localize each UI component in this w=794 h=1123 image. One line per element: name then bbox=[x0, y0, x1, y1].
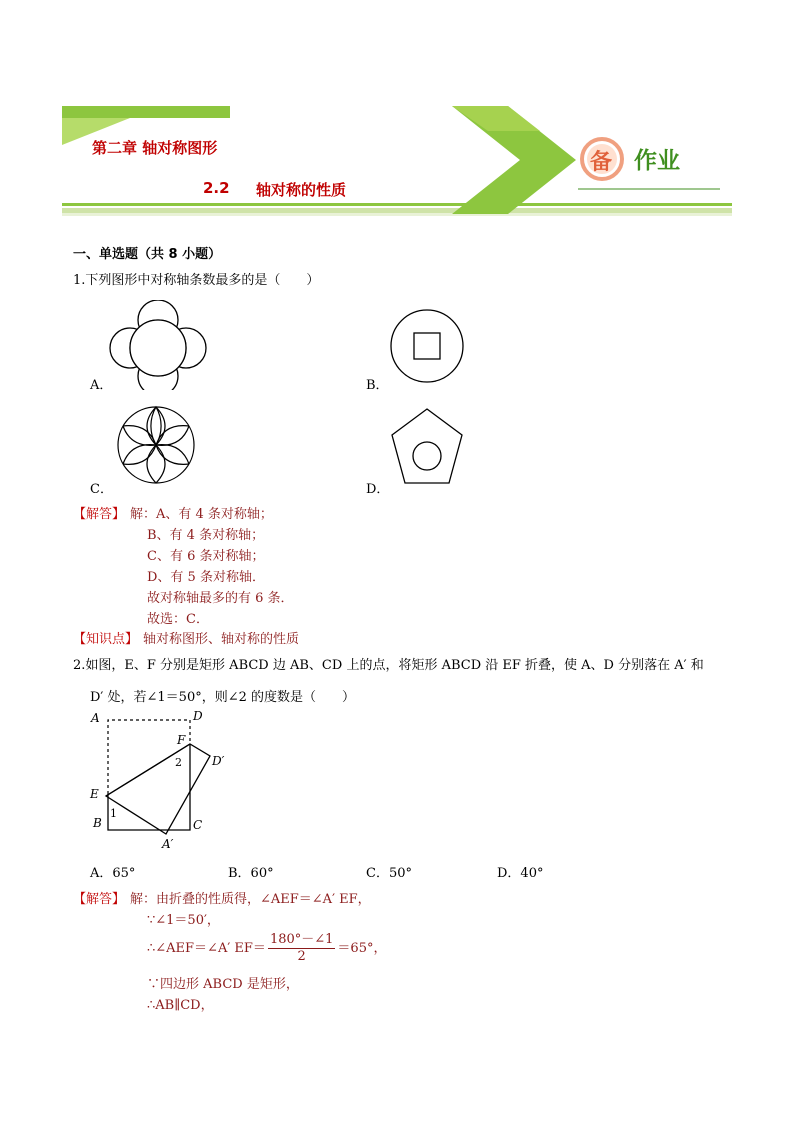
q1-option-c: C． bbox=[90, 482, 113, 497]
q1-figure-d bbox=[390, 403, 470, 489]
q1-figure-b bbox=[390, 306, 470, 386]
q1-answer-tag: 【解答】 bbox=[73, 507, 126, 522]
q2-answer-line: ＝65°， bbox=[337, 941, 387, 956]
q2-answer-tag: 【解答】 bbox=[73, 892, 126, 907]
q1-figure-a bbox=[100, 300, 220, 390]
chapter-title: 第二章 轴对称图形 bbox=[92, 139, 218, 157]
q2-option-d: D．40° bbox=[497, 866, 544, 881]
section-title: 轴对称的性质 bbox=[256, 181, 347, 199]
q2-option-b: B．60° bbox=[228, 866, 274, 881]
q1-knowledge: 轴对称图形、轴对称的性质 bbox=[143, 632, 300, 647]
q2-label-b: B bbox=[93, 816, 102, 830]
q1-answer-line: 故选：C． bbox=[147, 612, 209, 627]
q1-answer-line: 解：A、有 4 条对称轴； bbox=[130, 507, 273, 522]
q1-answer-line: 故对称轴最多的有 6 条． bbox=[147, 591, 294, 606]
q2-label-c: C bbox=[193, 818, 203, 832]
q2-label-dprime: D′ bbox=[212, 754, 225, 768]
q1-answer-line: D、有 5 条对称轴． bbox=[147, 570, 265, 585]
header-bottom-stripe-2 bbox=[62, 208, 732, 213]
q2-option-a: A．65° bbox=[90, 866, 136, 881]
q2-answer-line: ∴∠AEF＝∠A′ EF＝ bbox=[147, 941, 266, 956]
q2-answer-line: ∴AB∥CD， bbox=[147, 998, 214, 1013]
q2-figure bbox=[86, 706, 246, 852]
q2-label-f: F bbox=[177, 733, 186, 747]
header-bottom-stripe-3 bbox=[62, 213, 732, 216]
q2-stem-line2: D′ 处，若∠1＝50°，则∠2 的度数是（ ） bbox=[90, 690, 356, 705]
q1-option-b: B． bbox=[366, 378, 389, 393]
q2-label-a: A bbox=[91, 711, 100, 725]
q2-label-aprime: A′ bbox=[162, 837, 174, 851]
q2-answer-fraction-line bbox=[147, 932, 386, 965]
header-bottom-stripe bbox=[62, 203, 732, 206]
header-chevron-highlight bbox=[452, 106, 540, 131]
section-heading: 一、单选题（共 8 小题） bbox=[73, 247, 222, 262]
q2-fraction bbox=[268, 932, 335, 965]
q2-label-d: D bbox=[193, 709, 203, 723]
q2-option-c: C．50° bbox=[366, 866, 412, 881]
header-top-bar bbox=[62, 106, 230, 118]
q2-label-e: E bbox=[90, 787, 99, 801]
q2-label-2: 2 bbox=[175, 756, 182, 769]
q2-label-1: 1 bbox=[110, 807, 117, 820]
section-number: 2.2 bbox=[203, 179, 230, 197]
q1-answer-line: C、有 6 条对称轴； bbox=[147, 549, 265, 564]
q1-option-a: A． bbox=[90, 378, 113, 393]
q2-answer-line: 解：由折叠的性质得，∠AEF＝∠A′ EF， bbox=[130, 892, 371, 907]
badge-char: 备 bbox=[590, 150, 613, 175]
q2-answer-line: ∵∠1＝50′， bbox=[147, 913, 220, 928]
q1-stem: 1.下列图形中对称轴条数最多的是（ ） bbox=[73, 273, 320, 288]
badge-label: 作业 bbox=[634, 148, 680, 174]
q2-stem-line1: 2.如图，E、F 分别是矩形 ABCD 边 AB、CD 上的点，将矩形 ABCD 沿 EF 折叠，使 A、D 分别落在 A′ 和 bbox=[73, 658, 704, 673]
q2-fraction-numerator: 180°－∠1 bbox=[269, 932, 334, 947]
header-graphic bbox=[0, 0, 794, 230]
q1-option-d: D． bbox=[366, 482, 390, 497]
q2-answer-line: ∵四边形 ABCD 是矩形， bbox=[147, 977, 299, 992]
q2-fraction-denominator: 2 bbox=[297, 949, 306, 964]
q1-figure-c bbox=[112, 403, 202, 489]
q1-answer-line: B、有 4 条对称轴； bbox=[147, 528, 265, 543]
q1-knowledge-tag: 【知识点】 bbox=[73, 632, 139, 647]
